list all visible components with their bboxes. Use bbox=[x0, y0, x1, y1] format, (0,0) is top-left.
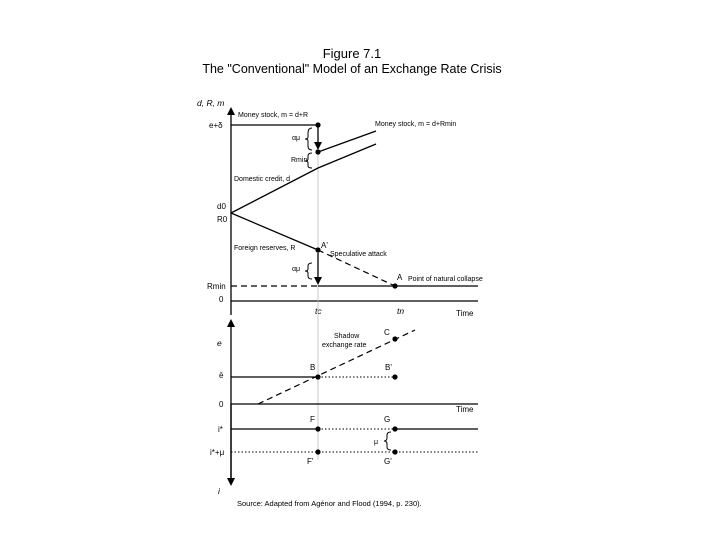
rmin-brace-label: Rmin bbox=[291, 157, 308, 164]
bottom-y-axis-label-i: i bbox=[218, 486, 220, 496]
money-stock-post-attack-line bbox=[318, 131, 376, 152]
point-c-label: C bbox=[384, 328, 390, 337]
alpha-mu-lower-label: αμ bbox=[292, 266, 301, 273]
money-stock-left-label: Money stock, m = d+R bbox=[238, 112, 309, 119]
shadow-rate-label-2: exchange rate bbox=[322, 342, 367, 349]
point-g-label: G bbox=[384, 415, 391, 424]
foreign-reserves-label: Foreign reserves, R bbox=[234, 245, 296, 252]
alpha-mu-upper-label: αμ bbox=[292, 135, 301, 142]
point-f-prime bbox=[315, 449, 320, 454]
point-b-prime bbox=[392, 374, 397, 379]
tick-zero-top: 0 bbox=[219, 295, 224, 304]
tick-e-plus-delta: e+δ bbox=[209, 121, 223, 130]
point-a-prime-label: A' bbox=[321, 241, 328, 250]
point-f bbox=[315, 426, 320, 431]
money-drop-point bbox=[315, 149, 320, 154]
mu-label: μ bbox=[374, 439, 379, 446]
point-g-prime-label: G' bbox=[384, 457, 392, 466]
point-g-prime bbox=[392, 449, 397, 454]
point-a bbox=[392, 283, 397, 288]
money-stock-right-label: Money stock, m = d+Rmin bbox=[375, 121, 457, 128]
alpha-mu-upper-brace bbox=[305, 128, 312, 150]
tick-e-bar: ē bbox=[219, 371, 224, 380]
bottom-x-axis-label: Time bbox=[456, 405, 474, 414]
shadow-rate-label-1: Shadow bbox=[334, 333, 360, 340]
tick-i-star: i* bbox=[218, 425, 223, 434]
speculative-attack-label: Speculative attack bbox=[330, 251, 387, 258]
point-b-label: B bbox=[310, 363, 316, 372]
domestic-credit-continuation-line bbox=[318, 144, 376, 168]
point-f-label: F bbox=[310, 415, 315, 424]
point-f-prime-label: F' bbox=[307, 457, 314, 466]
point-a-label: A bbox=[397, 273, 403, 282]
alpha-mu-lower-brace bbox=[305, 263, 312, 279]
bottom-y-axis-label-e: e bbox=[217, 338, 222, 348]
mu-brace bbox=[384, 432, 391, 450]
figure-source: Source: Adapted from Agénor and Flood (1994, p. 230). bbox=[237, 499, 422, 508]
point-a-prime bbox=[315, 247, 320, 252]
tick-Rmin: Rmin bbox=[207, 282, 226, 291]
point-g bbox=[392, 426, 397, 431]
figure-number: Figure 7.1 bbox=[322, 46, 382, 61]
tick-zero-bottom: 0 bbox=[219, 400, 224, 409]
tick-tn: tn bbox=[397, 306, 405, 316]
top-y-axis-label: d, R, m bbox=[197, 98, 225, 108]
domestic-credit-line bbox=[231, 168, 318, 213]
tick-i-star-mu: i*+μ bbox=[210, 448, 225, 457]
tick-d0: d0 bbox=[217, 202, 226, 211]
top-x-axis-label: Time bbox=[456, 309, 474, 318]
natural-collapse-label: Point of natural collapse bbox=[408, 276, 483, 283]
domestic-credit-label: Domestic credit, d bbox=[234, 176, 291, 183]
rmin-brace bbox=[305, 153, 312, 168]
point-b-prime-label: B' bbox=[385, 363, 392, 372]
point-c bbox=[392, 336, 397, 341]
figure-title: The "Conventional" Model of an Exchange Rate Crisis bbox=[202, 62, 502, 76]
money-stock-point bbox=[315, 122, 320, 127]
tick-tc: tc bbox=[315, 306, 322, 316]
tick-R0: R0 bbox=[217, 215, 228, 224]
